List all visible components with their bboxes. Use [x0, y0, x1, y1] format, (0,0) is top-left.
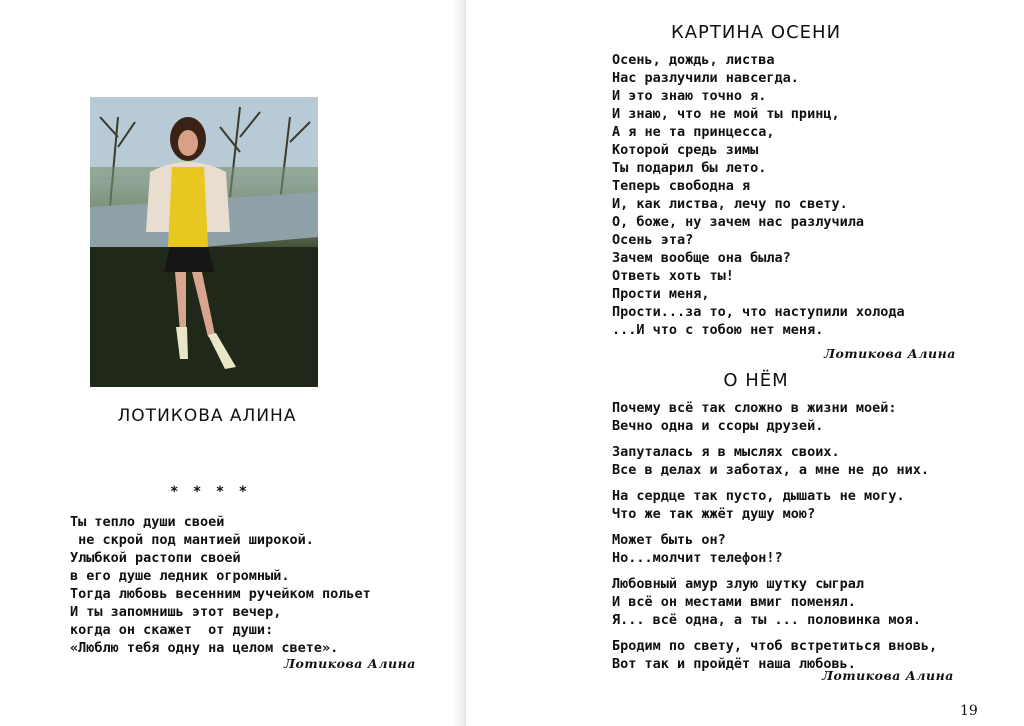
- poem-line: Нас разлучили навсегда.: [612, 70, 799, 86]
- left-poem: [70, 513, 371, 657]
- poem-line: Улыбкой растопи своей: [70, 550, 241, 566]
- poem-line: И, как листва, лечу по свету.: [612, 196, 848, 212]
- poem-line: Тогда любовь весенним ручейком польет: [70, 586, 371, 602]
- author-photo: [90, 97, 318, 387]
- poem2-title: О НЁМ: [723, 370, 789, 391]
- poem-line: Ответь хоть ты!: [612, 268, 734, 284]
- poem-line: И это знаю точно я.: [612, 88, 767, 104]
- poem-line: Что же так жжёт душу мою?: [612, 506, 816, 522]
- poem2-signature: Лотикова Алина: [822, 668, 954, 683]
- poem-line: И знаю, что не мой ты принц,: [612, 106, 840, 122]
- poem1: [612, 51, 905, 339]
- left-poem-signature: Лотикова Алина: [284, 656, 416, 671]
- poem-line: И всё он местами вмиг поменял.: [612, 594, 856, 610]
- poem-line: Осень, дождь, листва: [612, 52, 775, 68]
- left-page: [0, 0, 466, 726]
- poem-line: Вечно одна и ссоры друзей.: [612, 418, 824, 434]
- poem-line: Любовный амур злую шутку сыграл: [612, 576, 864, 592]
- poem-line: Прости...за то, что наступили холода: [612, 304, 905, 320]
- poem1-title: КАРТИНА ОСЕНИ: [670, 22, 842, 43]
- poem-line: О, боже, ну зачем нас разлучила: [612, 214, 864, 230]
- poem-line: Теперь свободна я: [612, 178, 751, 194]
- poem-line: Ты подарил бы лето.: [612, 160, 767, 176]
- page-number: 19: [960, 703, 978, 719]
- poem-line: «Люблю тебя одну на целом свете».: [70, 640, 339, 656]
- author-heading: ЛОТИКОВА АЛИНА: [117, 406, 297, 426]
- poem-line: Зачем вообще она была?: [612, 250, 791, 266]
- poem-line: когда он скажет от души:: [70, 622, 274, 638]
- poem-line: Все в делах и заботах, а мне не до них.: [612, 462, 929, 478]
- poem-line: Я... всё одна, а ты ... половинка моя.: [612, 612, 921, 628]
- poem-line: Прости меня,: [612, 286, 710, 302]
- poem-line: На сердце так пусто, дышать не могу.: [612, 488, 905, 504]
- poem-line: Запуталась я в мыслях своих.: [612, 444, 840, 460]
- poem-line: ...И что с тобою нет меня.: [612, 322, 824, 338]
- photo-of-author-icon: [90, 97, 318, 387]
- poem-line: Но...молчит телефон!?: [612, 550, 783, 566]
- poem-line: в его душе ледник огромный.: [70, 568, 290, 584]
- poem-line: Осень эта?: [612, 232, 694, 248]
- poem-line: А я не та принцесса,: [612, 124, 775, 140]
- poem-line: Может быть он?: [612, 532, 726, 548]
- poem-line: Которой средь зимы: [612, 142, 759, 158]
- poem-line: не скрой под мантией широкой.: [70, 532, 314, 548]
- poem2: [612, 399, 937, 673]
- poem1-signature: Лотикова Алина: [824, 346, 956, 361]
- right-page: [466, 0, 1024, 726]
- poem-line: Бродим по свету, чтоб встретиться вновь,: [612, 638, 938, 654]
- poem-line: Ты тепло души своей: [70, 514, 225, 530]
- poem-title-stars: * * * *: [170, 484, 251, 500]
- poem-line: Почему всё так сложно в жизни моей:: [612, 400, 897, 416]
- poem-line: И ты запомнишь этот вечер,: [70, 604, 282, 620]
- poem-line: Вот так и пройдёт наша любовь.: [612, 656, 856, 672]
